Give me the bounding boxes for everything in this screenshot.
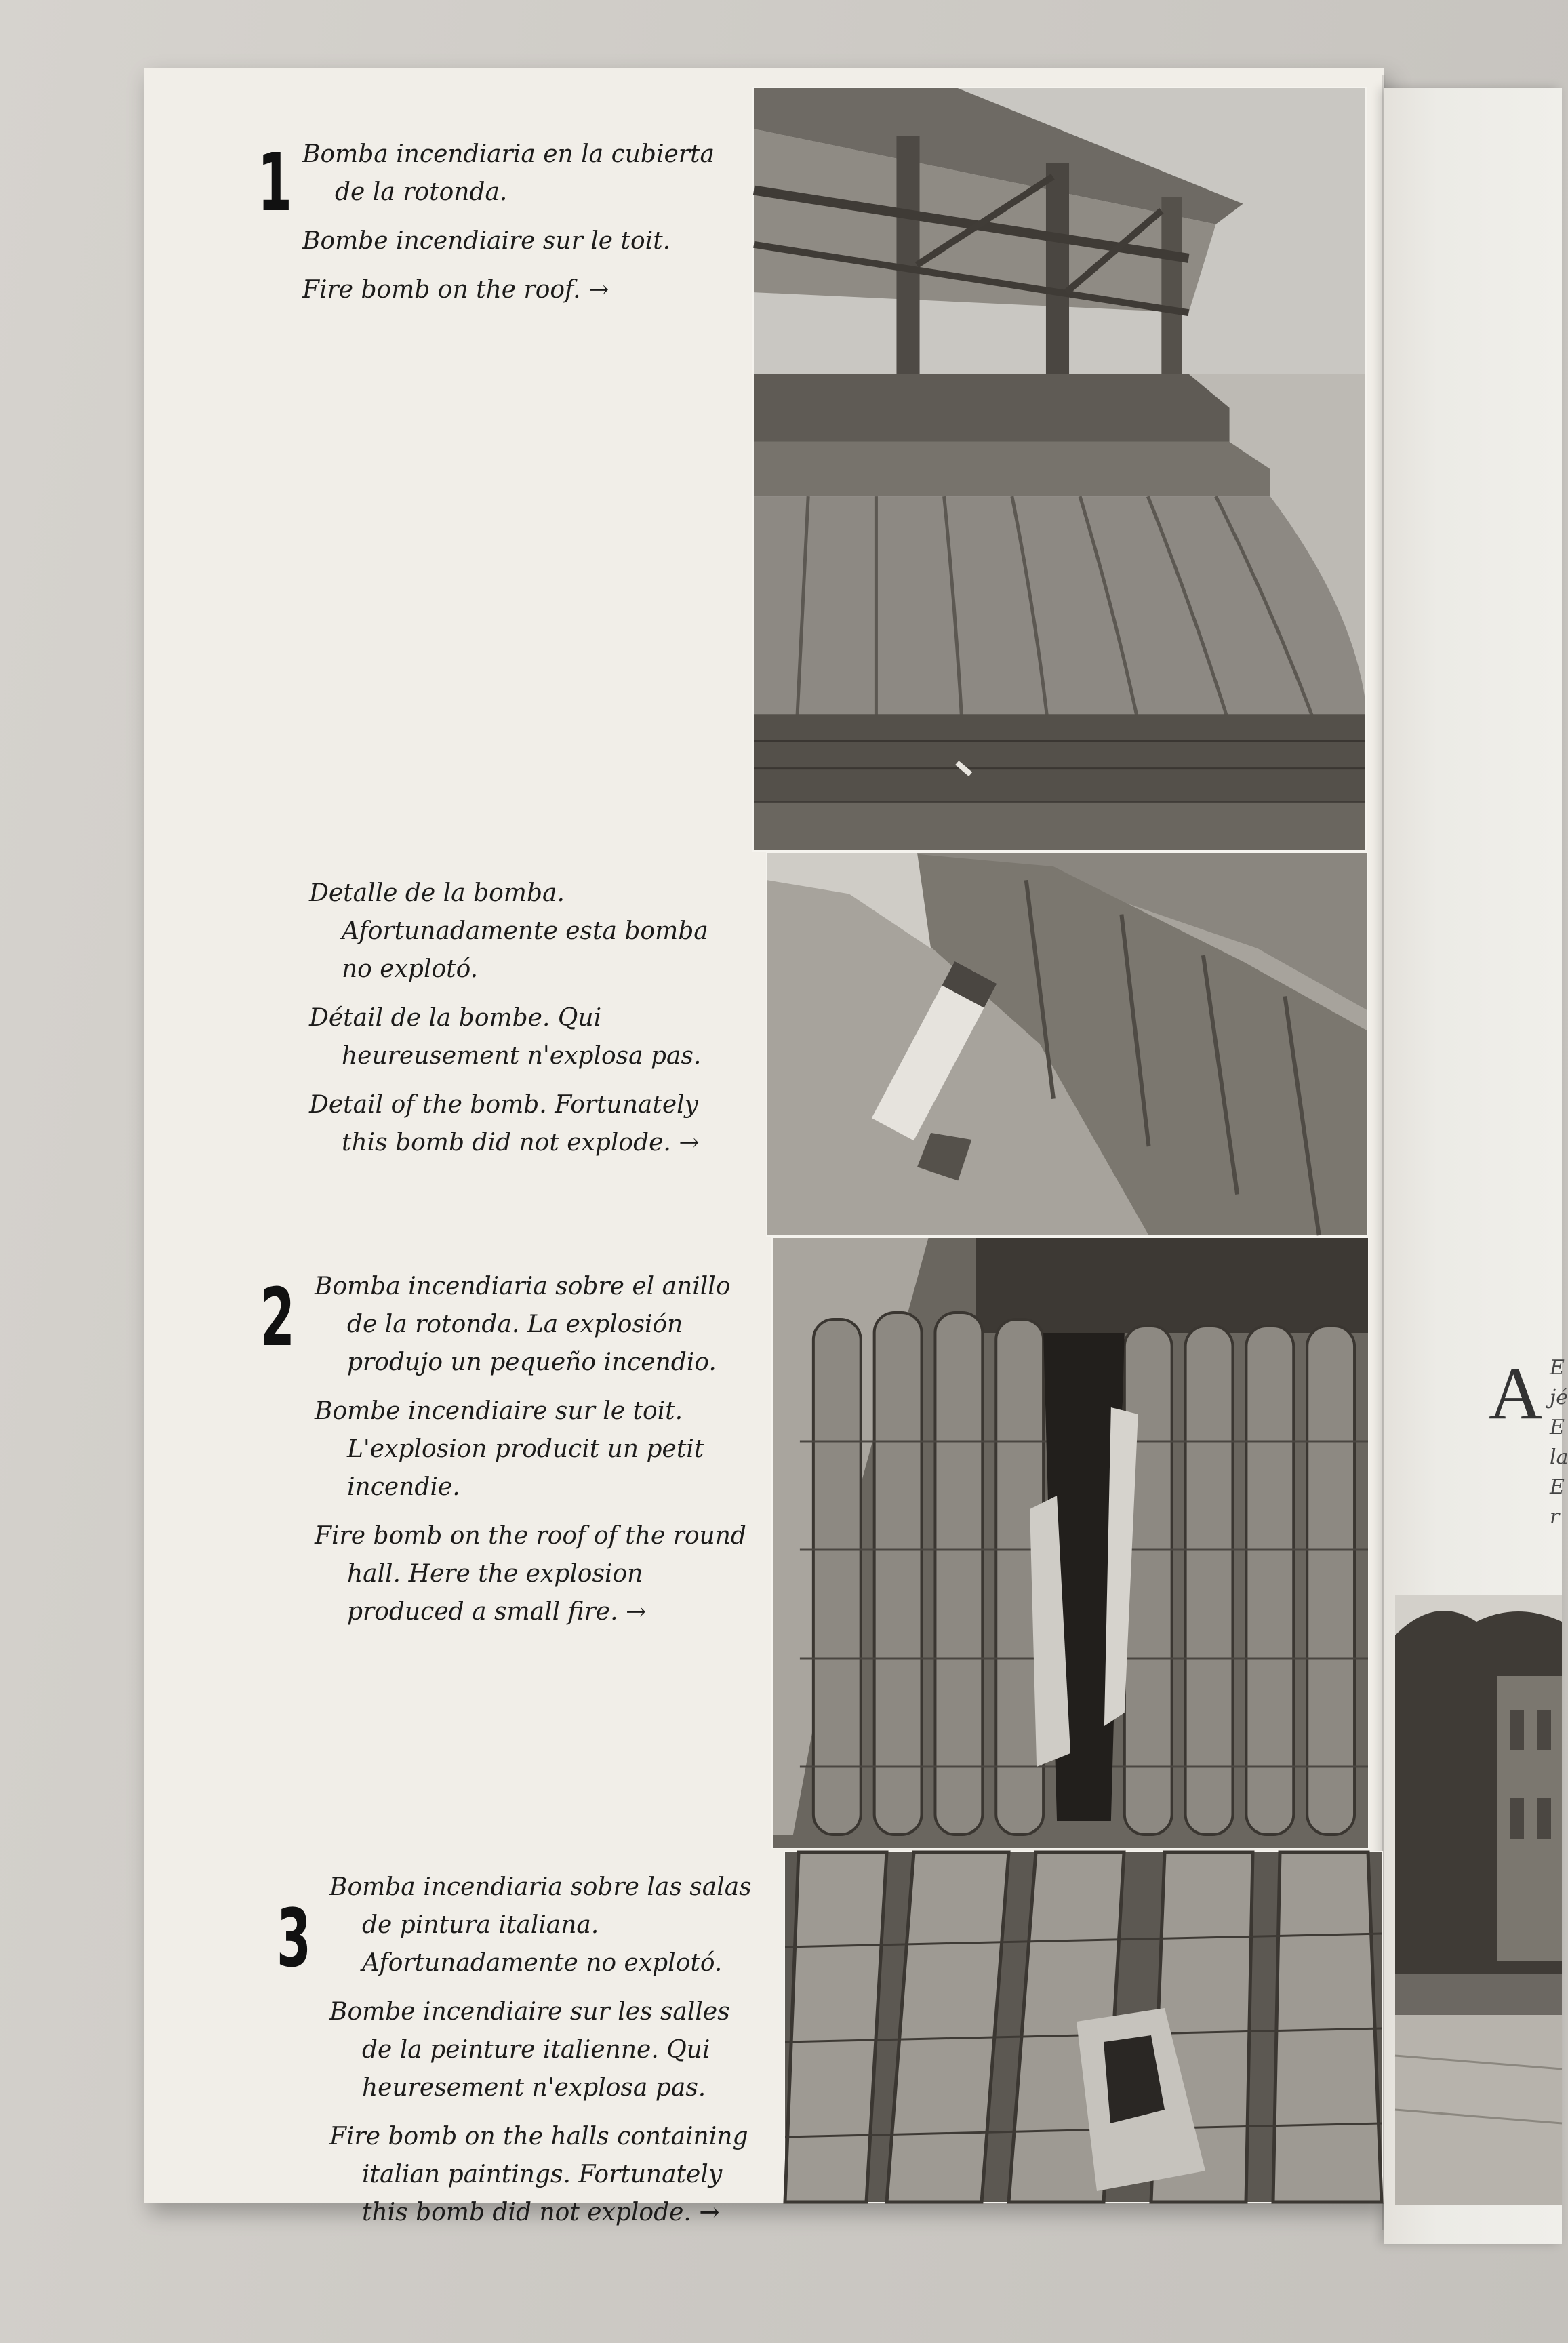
photo-italian-halls-tiles <box>784 1851 1383 2203</box>
caption-detail-french: Détail de la bombe. Qui heureusement n'explosa pas. <box>309 1004 702 1070</box>
photo-round-hall-tiles <box>771 1237 1369 1849</box>
text-fragment: jé <box>1550 1386 1568 1409</box>
drop-cap-initial: A <box>1489 1352 1543 1435</box>
caption-detail <box>309 875 743 1173</box>
text-fragment: r <box>1550 1505 1560 1529</box>
caption-3-number: 3 <box>277 1891 311 1985</box>
caption-2-number: 2 <box>260 1270 295 1364</box>
caption-3 <box>329 1868 757 2243</box>
caption-detail-spanish: Detalle de la bomba. Afortunadamente esta bomba no explotó. <box>309 879 708 983</box>
text-fragment: la <box>1550 1445 1568 1469</box>
caption-1 <box>302 136 729 320</box>
caption-1-french: Bombe incendiaire sur le toit. <box>302 227 671 255</box>
caption-detail-english: Detail of the bomb. Fortunately this bomb did not explode. → <box>309 1091 700 1157</box>
caption-1-spanish: Bomba incendiaria en la cubierta de la rotonda. <box>302 140 715 206</box>
caption-3-spanish: Bomba incendiaria sobre las salas de pintura italiana. Afortunadamente no explotó. <box>329 1873 752 1977</box>
caption-3-french: Bombe incendiaire sur les salles de la peinture italienne. Qui heuresement n'explosa pas. <box>329 1998 730 2102</box>
caption-1-number: 1 <box>258 136 292 229</box>
caption-1-english: Fire bomb on the roof. → <box>302 276 609 304</box>
text-fragment: E <box>1550 1356 1565 1380</box>
photo-bomb-detail <box>766 852 1368 1237</box>
caption-2-english: Fire bomb on the roof of the round hall. Here the explosion produced a small fire. → <box>315 1522 746 1626</box>
photo-rotunda-roof <box>752 87 1367 852</box>
caption-3-english: Fire bomb on the halls containing italian paintings. Fortunately this bomb did not explode. → <box>329 2123 748 2226</box>
text-fragment: E <box>1550 1475 1565 1499</box>
caption-2 <box>315 1268 748 1642</box>
caption-2-spanish: Bomba incendiaria sobre el anillo de la rotonda. La explosión produjo un pequeño incendio. <box>315 1273 731 1376</box>
text-fragment: E <box>1550 1416 1565 1439</box>
photo-museum-exterior <box>1395 1595 1562 2205</box>
caption-2-french: Bombe incendiaire sur le toit. L'explosion producit un petit incendie. <box>315 1397 704 1501</box>
